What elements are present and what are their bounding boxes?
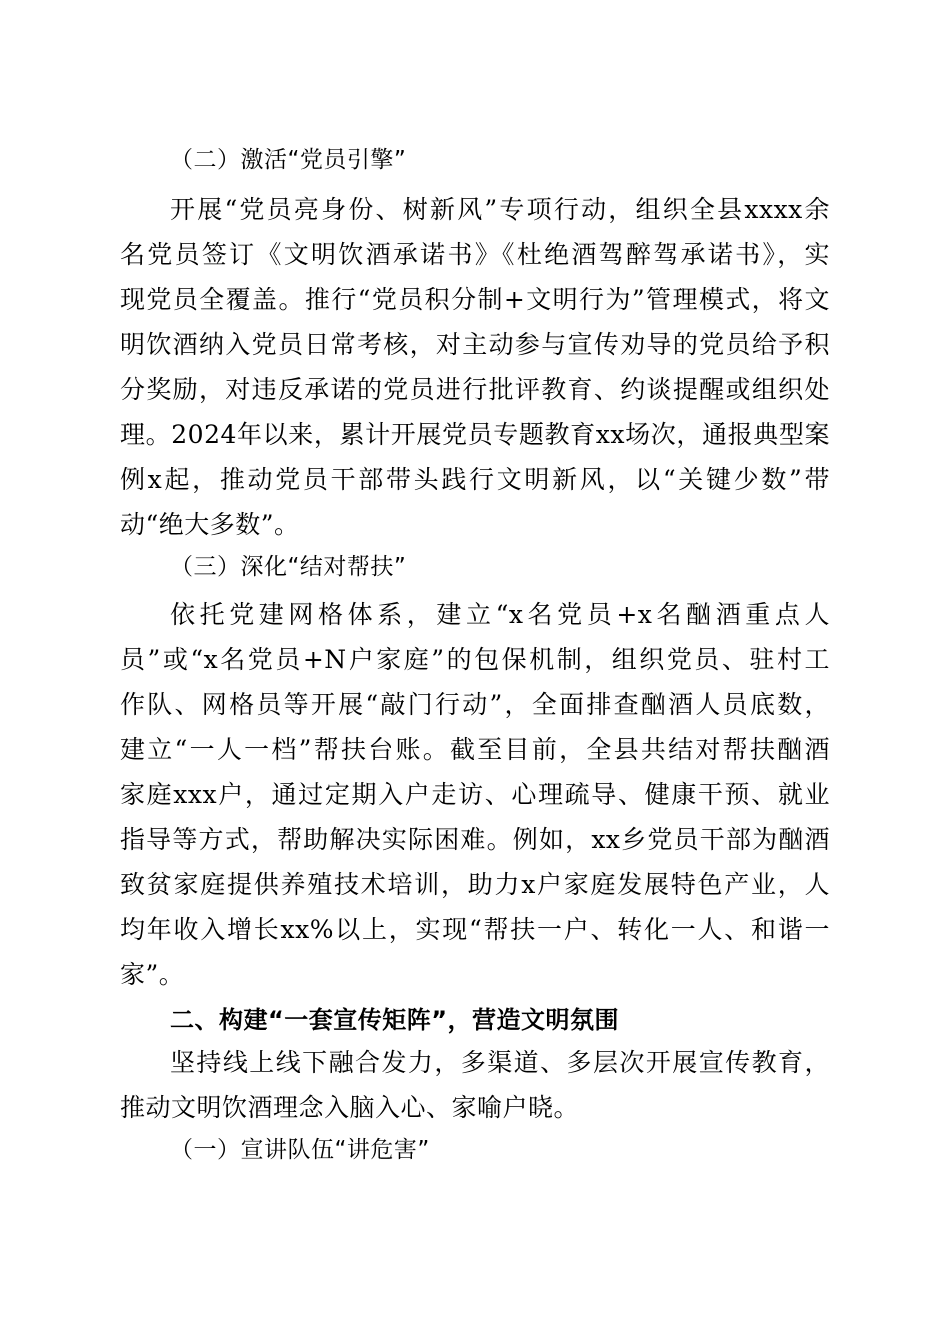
paragraph-line: 坚持线上线下融合发力，多渠道、多层次开展宣传教育，	[170, 1048, 830, 1077]
subheading-activate-party-engine: （二）激活“党员引擎”	[170, 147, 407, 173]
paragraph-line: 名党员签订《文明饮酒承诺书》《杜绝酒驾醉驾承诺书》，实	[120, 240, 830, 269]
paragraph-line: 作队、网格员等开展“敲门行动”，全面排查酗酒人员底数，	[120, 690, 830, 719]
paragraph-line: 现党员全覆盖。推行“党员积分制+文明行为”管理模式，将文	[120, 285, 830, 314]
paragraph-line: 依托党建网格体系，建立“x名党员+x名酗酒重点人	[170, 600, 830, 629]
paragraph-line: 均年收入增长xx%以上，实现“帮扶一户、转化一人、和谐一	[120, 915, 830, 944]
paragraph-line: 建立“一人一档”帮扶台账。截至目前，全县共结对帮扶酗酒	[120, 735, 830, 764]
section-heading-publicity-matrix: 二、构建“一套宣传矩阵”，营造文明氛围	[170, 1006, 620, 1034]
paragraph-line: 家”。	[120, 960, 185, 989]
subheading-lecture-team: （一）宣讲队伍“讲危害”	[170, 1137, 430, 1163]
paragraph-line: 理。2024年以来，累计开展党员专题教育xx场次，通报典型案	[120, 420, 830, 449]
paragraph-line: 明饮酒纳入党员日常考核，对主动参与宣传劝导的党员给予积	[120, 330, 830, 359]
subheading-deepen-pairing-assistance: （三）深化“结对帮扶”	[170, 554, 407, 580]
paragraph-line: 动“绝大多数”。	[120, 510, 300, 539]
paragraph-line: 开展“党员亮身份、树新风”专项行动，组织全县xxxx余	[170, 195, 830, 224]
paragraph-line: 例x起，推动党员干部带头践行文明新风，以“关键少数”带	[120, 465, 830, 494]
paragraph-line: 推动文明饮酒理念入脑入心、家喻户晓。	[120, 1093, 580, 1122]
paragraph-line: 家庭xxx户，通过定期入户走访、心理疏导、健康干预、就业	[120, 780, 830, 809]
paragraph-line: 分奖励，对违反承诺的党员进行批评教育、约谈提醒或组织处	[120, 375, 830, 404]
paragraph-line: 致贫家庭提供养殖技术培训，助力x户家庭发展特色产业，人	[120, 870, 830, 899]
paragraph-line: 员”或“x名党员+N户家庭”的包保机制，组织党员、驻村工	[120, 645, 830, 674]
paragraph-line: 指导等方式，帮助解决实际困难。例如，xx乡党员干部为酗酒	[120, 825, 830, 854]
